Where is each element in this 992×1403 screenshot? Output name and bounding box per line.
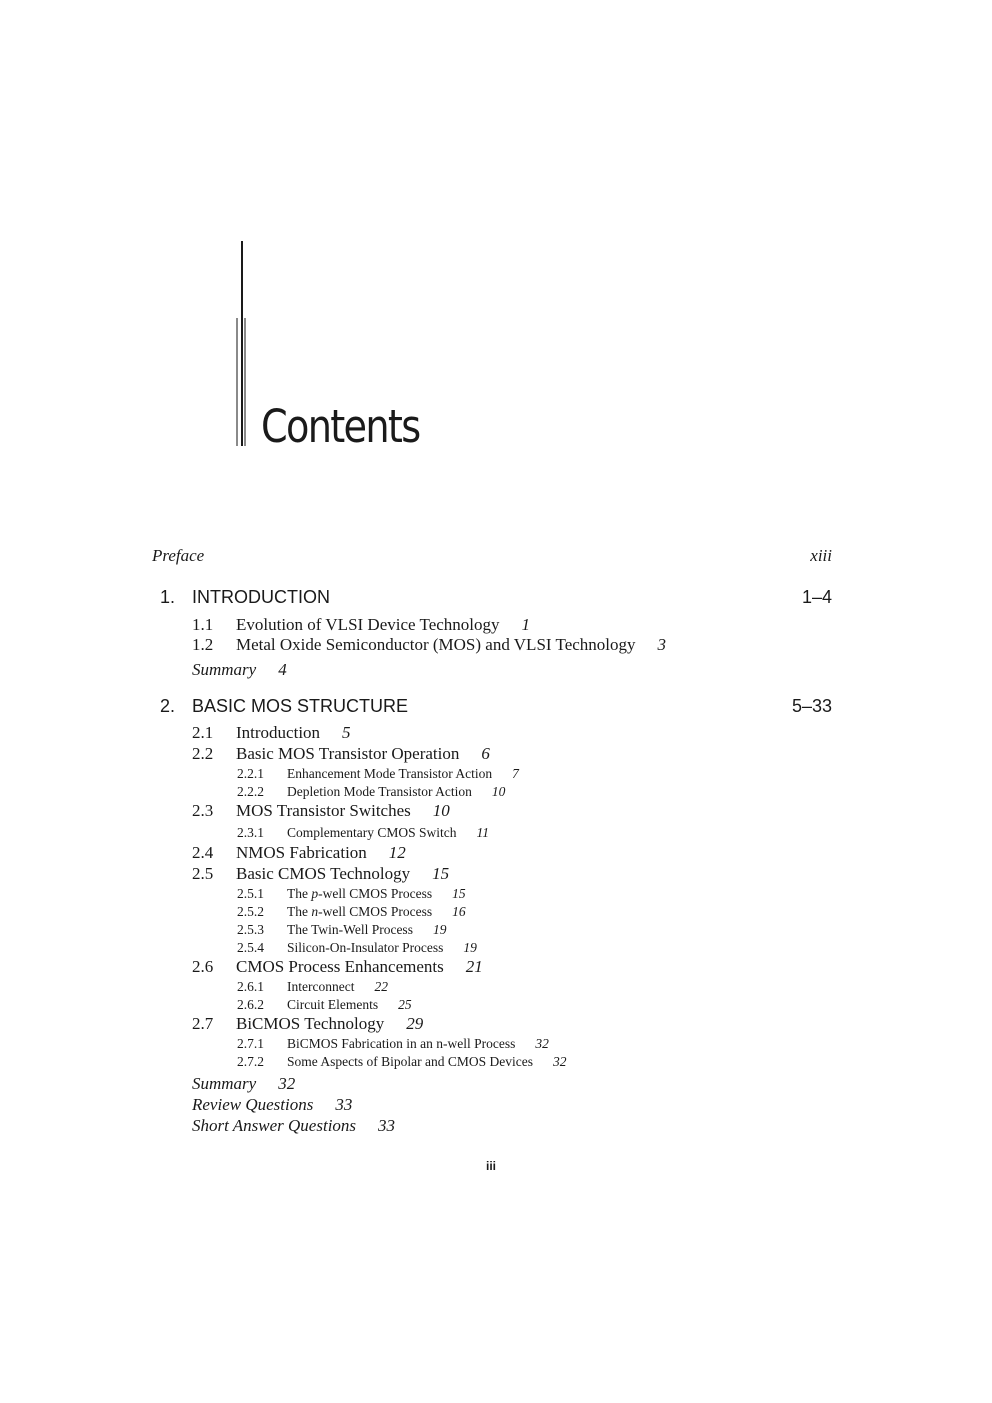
subsection-title: Enhancement Mode Transistor Action [287, 766, 493, 781]
section-number: 2.6 [192, 957, 214, 976]
short-answer-entry[interactable] [192, 1116, 395, 1136]
section-page: 21 [465, 957, 483, 976]
subsection-entry[interactable] [287, 979, 388, 995]
subsection-title-italic: n [311, 904, 319, 919]
section-number: 2.4 [192, 843, 214, 862]
decorative-bar-gray-left [236, 318, 238, 446]
subsection-title-post: -well CMOS Process [318, 886, 433, 901]
subsection-number: 2.5.1 [237, 886, 264, 901]
subsection-title-post: -well CMOS Process [318, 904, 433, 919]
summary-label: Summary [192, 660, 257, 679]
subsection-number: 2.6.1 [237, 979, 264, 994]
section-entry[interactable] [236, 723, 351, 743]
subsection-page: 16 [452, 904, 466, 919]
short-answer-page: 33 [378, 1116, 396, 1135]
subsection-page: 25 [398, 997, 412, 1012]
subsection-title: Some Aspects of Bipolar and CMOS Devices [287, 1054, 533, 1069]
section-number: 2.3 [192, 801, 214, 820]
subsection-number: 2.5.2 [237, 904, 264, 919]
subsection-entry[interactable] [287, 766, 519, 782]
section-title: NMOS Fabrication [236, 843, 367, 862]
subsection-number: 2.5.4 [237, 940, 264, 955]
subsection-entry[interactable] [287, 940, 477, 956]
preface-label[interactable]: Preface [152, 546, 205, 565]
subsection-entry[interactable] [287, 784, 505, 800]
chapter-title[interactable]: BASIC MOS STRUCTURE [192, 696, 409, 716]
section-title: Introduction [236, 723, 321, 742]
subsection-title: BiCMOS Fabrication in an n-well Process [287, 1036, 516, 1051]
section-entry[interactable] [236, 801, 450, 821]
section-entry[interactable] [236, 843, 406, 863]
subsection-number: 2.3.1 [237, 825, 264, 840]
subsection-entry[interactable] [287, 922, 446, 938]
section-entry[interactable] [236, 635, 666, 655]
subsection-number: 2.2.1 [237, 766, 264, 781]
subsection-page: 15 [452, 886, 466, 901]
summary-page: 32 [278, 1074, 296, 1093]
subsection-page: 19 [432, 922, 447, 937]
section-page: 5 [342, 723, 351, 742]
chapter-number: 2. [160, 696, 176, 716]
section-page: 6 [481, 744, 490, 763]
section-entry[interactable] [236, 615, 530, 635]
section-title: Basic MOS Transistor Operation [236, 744, 460, 763]
subsection-entry[interactable] [287, 1036, 549, 1052]
summary-entry[interactable] [192, 1074, 295, 1094]
subsection-entry[interactable] [287, 1054, 566, 1070]
review-questions-page: 33 [335, 1095, 353, 1114]
summary-entry[interactable] [192, 660, 287, 680]
subsection-title-pre: The [287, 904, 312, 919]
chapter-title[interactable]: INTRODUCTION [192, 587, 330, 607]
section-number: 1.1 [192, 615, 214, 634]
subsection-entry[interactable] [287, 825, 489, 841]
subsection-title: Circuit Elements [287, 997, 379, 1012]
section-page: 1 [521, 615, 531, 634]
section-number: 2.5 [192, 864, 214, 883]
section-number: 2.7 [192, 1014, 214, 1033]
section-number: 2.1 [192, 723, 214, 742]
decorative-bar-gray-right [244, 318, 246, 446]
section-title: Metal Oxide Semiconductor (MOS) and VLSI Technology [236, 635, 636, 654]
subsection-title-pre: The [287, 886, 312, 901]
section-title: CMOS Process Enhancements [236, 957, 444, 976]
subsection-title-italic: p [311, 886, 319, 901]
section-page: 3 [657, 635, 667, 654]
subsection-number: 2.7.2 [237, 1054, 264, 1069]
section-number: 2.2 [192, 744, 214, 763]
subsection-entry[interactable] [287, 997, 412, 1013]
chapter-pages: 1–4 [801, 587, 832, 607]
subsection-title: The Twin-Well Process [287, 922, 413, 937]
summary-label: Summary [192, 1074, 257, 1093]
subsection-number: 2.6.2 [237, 997, 264, 1012]
subsection-title: Silicon-On-Insulator Process [287, 940, 444, 955]
subsection-title: Interconnect [287, 979, 355, 994]
decorative-bar-black [241, 241, 243, 446]
preface-page: xiii [810, 546, 832, 565]
section-entry[interactable] [236, 957, 483, 977]
subsection-page: 10 [491, 784, 506, 799]
subsection-page: 22 [374, 979, 388, 994]
subsection-entry[interactable] [287, 904, 466, 920]
section-page: 12 [388, 843, 406, 862]
subsection-page: 32 [535, 1036, 549, 1051]
chapter-pages: 5–33 [791, 696, 832, 716]
section-entry[interactable] [236, 1014, 423, 1034]
review-questions-entry[interactable] [192, 1095, 352, 1115]
section-page: 29 [406, 1014, 424, 1033]
subsection-number: 2.2.2 [237, 784, 264, 799]
summary-page: 4 [278, 660, 287, 679]
section-title: Basic CMOS Technology [236, 864, 411, 883]
section-page: 15 [432, 864, 450, 883]
short-answer-label: Short Answer Questions [192, 1116, 357, 1135]
subsection-title: Complementary CMOS Switch [287, 825, 457, 840]
review-questions-label: Review Questions [192, 1095, 314, 1114]
page-title: Contents [261, 400, 420, 453]
subsection-number: 2.5.3 [237, 922, 264, 937]
section-entry[interactable] [236, 744, 490, 764]
subsection-title: Depletion Mode Transistor Action [287, 784, 472, 799]
subsection-page: 11 [476, 825, 489, 840]
subsection-page: 19 [463, 940, 477, 955]
page-folio: iii [485, 1159, 496, 1173]
subsection-entry[interactable] [287, 886, 466, 902]
section-entry[interactable] [236, 864, 449, 884]
chapter-number: 1. [160, 587, 176, 607]
subsection-page: 7 [512, 766, 519, 781]
section-title: BiCMOS Technology [236, 1014, 385, 1033]
section-title: MOS Transistor Switches [236, 801, 411, 820]
section-title: Evolution of VLSI Device Technology [236, 615, 500, 634]
section-page: 10 [432, 801, 450, 820]
subsection-number: 2.7.1 [237, 1036, 264, 1051]
subsection-page: 32 [552, 1054, 567, 1069]
section-number: 1.2 [192, 635, 214, 654]
